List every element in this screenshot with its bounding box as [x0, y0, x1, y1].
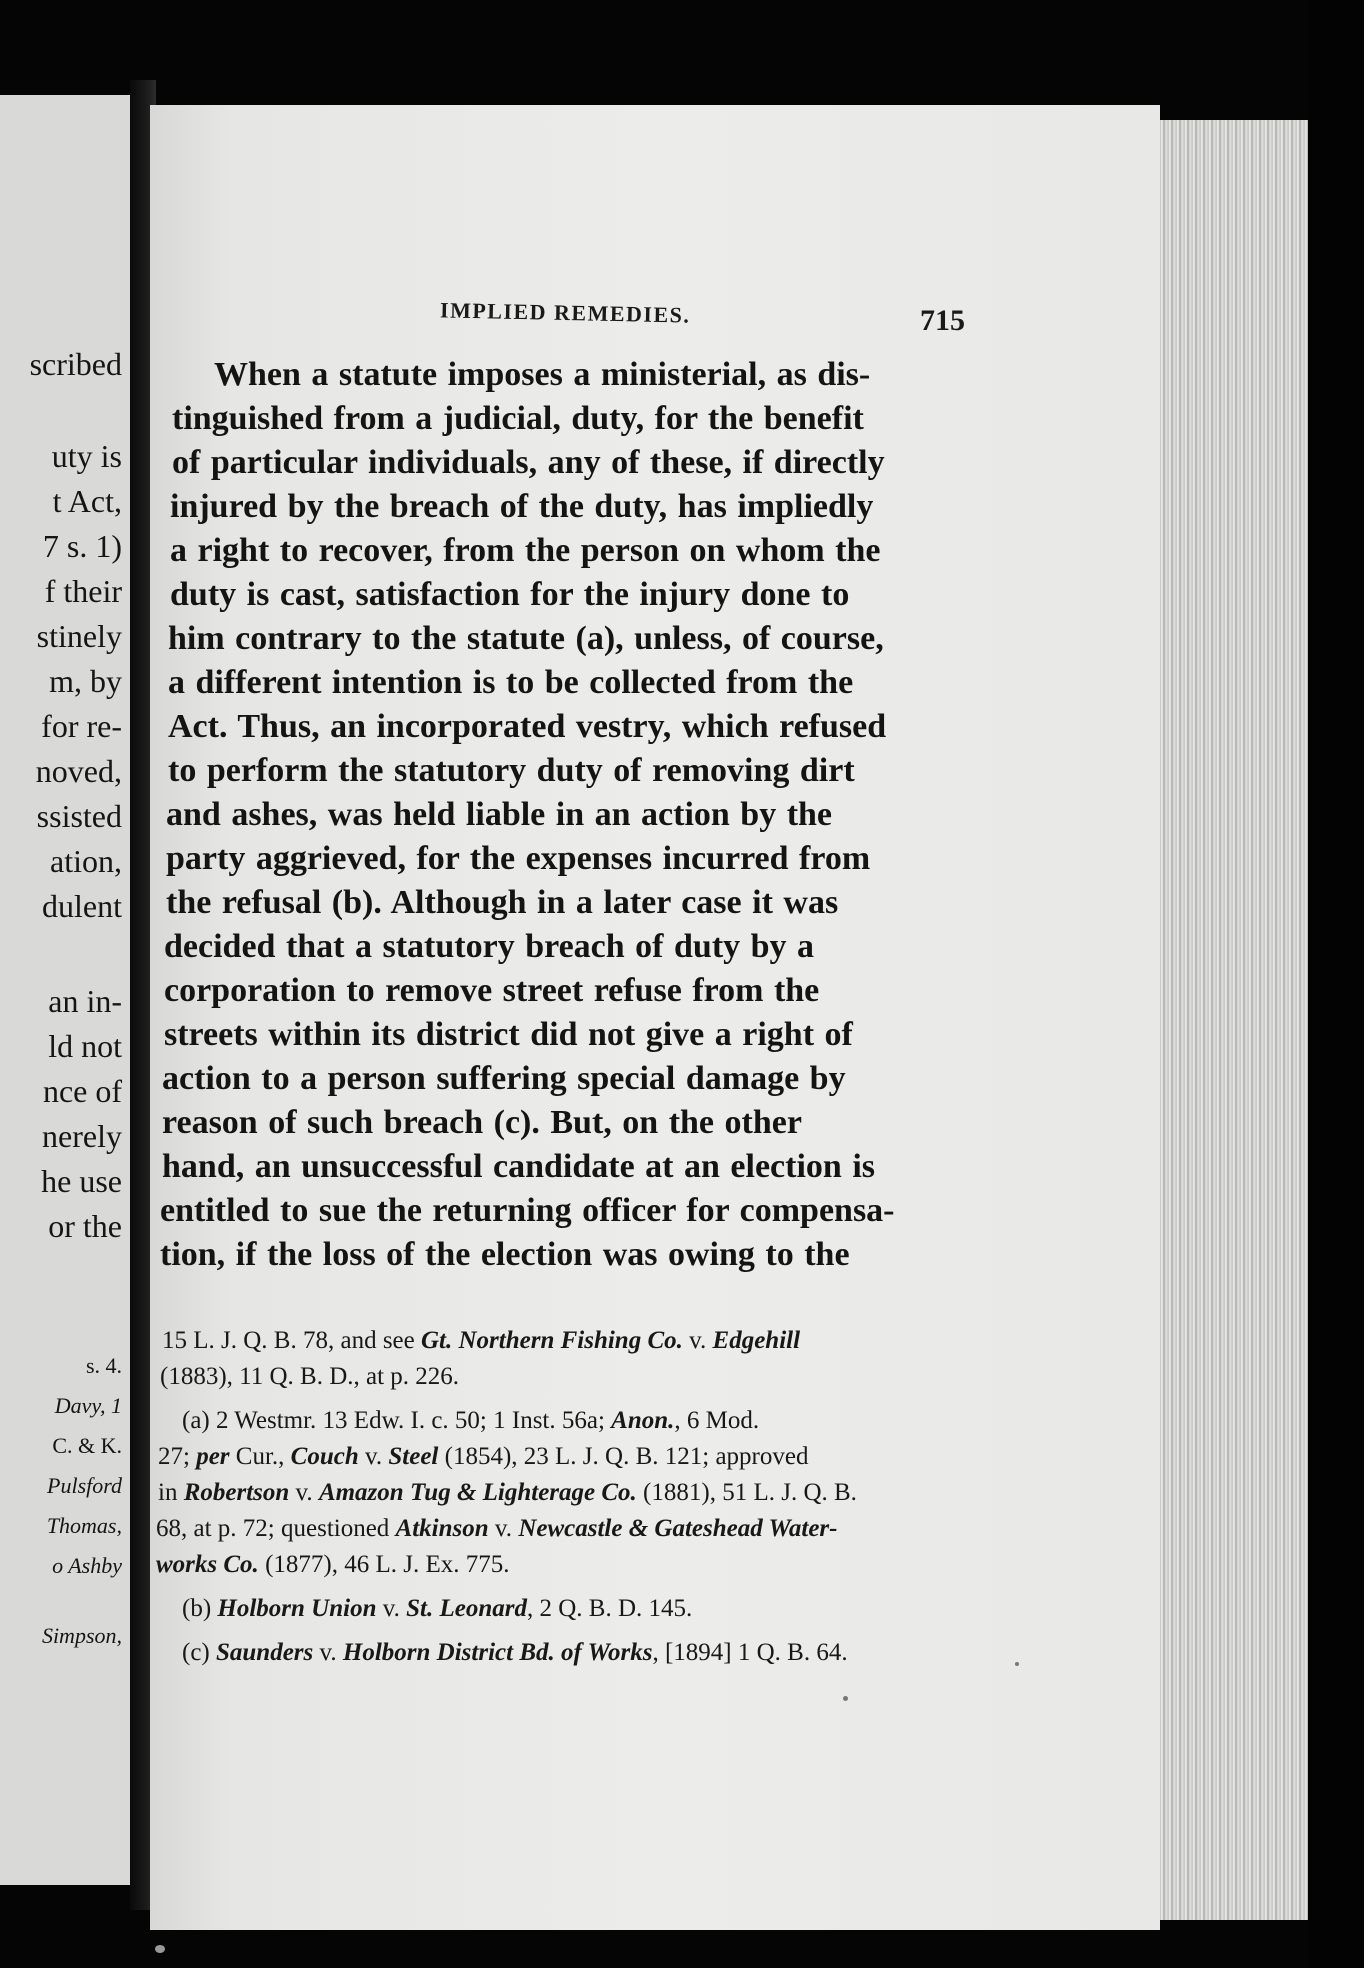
footnote-b: (b) Holborn Union v. St. Leonard, 2 Q. B. D. 145.: [182, 1595, 693, 1622]
scan-speck: [1015, 1662, 1019, 1666]
left-page-line: or the: [48, 1208, 122, 1244]
left-page-line: t Act,: [52, 483, 122, 519]
left-page-line: for re-: [41, 708, 122, 744]
body-line: streets within its district did not give a right of: [164, 1016, 853, 1053]
body-line: tion, if the loss of the election was owing to the: [160, 1236, 850, 1273]
footnote-a: (a) 2 Westmr. 13 Edw. I. c. 50; 1 Inst. 56a; Anon., 6 Mod.: [182, 1407, 760, 1434]
body-line: a different intention is to be collected from the: [168, 664, 854, 701]
body-line: party aggrieved, for the expenses incurred from: [166, 840, 871, 877]
background-edge: [1308, 0, 1364, 1968]
scan-speck: [843, 1696, 848, 1701]
body-line: him contrary to the statute (a), unless, of course,: [168, 620, 884, 657]
left-page-line: he use: [41, 1163, 122, 1199]
body-line: tinguished from a judicial, duty, for the benefit: [172, 400, 864, 437]
body-line: reason of such breach (c). But, on the other: [162, 1104, 802, 1141]
left-page-note: Davy, 1: [54, 1393, 122, 1418]
body-line: decided that a statutory breach of duty by a: [164, 928, 815, 965]
left-page-note: Simpson,: [41, 1623, 122, 1648]
body-line: duty is cast, satisfaction for the injury done to: [170, 576, 850, 613]
left-page-note: C. & K.: [52, 1433, 122, 1458]
left-page-line: nerely: [42, 1118, 122, 1154]
footnote-line: in Robertson v. Amazon Tug & Lighterage Co. (1881), 51 L. J. Q. B.: [158, 1479, 857, 1506]
left-page-note: Thomas,: [46, 1513, 122, 1538]
footnote-line: 68, at p. 72; questioned Atkinson v. Newcastle & Gateshead Water-: [156, 1515, 838, 1542]
left-page-line: uty is: [51, 438, 122, 474]
body-line: Act. Thus, an incorporated vestry, which refused: [168, 708, 887, 745]
body-line: injured by the breach of the duty, has impliedly: [170, 488, 874, 525]
body-line: action to a person suffering special damage by: [162, 1060, 846, 1097]
previous-page-fragment: [0, 95, 133, 1885]
body-line: hand, an unsuccessful candidate at an election is: [162, 1148, 875, 1185]
left-page-line: f their: [44, 573, 122, 609]
body-line: corporation to remove street refuse from the: [164, 972, 820, 1009]
body-line: and ashes, was held liable in an action by the: [166, 796, 833, 833]
body-line: of particular individuals, any of these, if directly: [172, 444, 885, 481]
left-page-line: ld not: [48, 1028, 122, 1064]
left-page-line: noved,: [35, 753, 122, 789]
left-page-note: s. 4.: [85, 1353, 122, 1378]
page-number: 715: [920, 304, 965, 337]
footnote-line: works Co. (1877), 46 L. J. Ex. 775.: [156, 1551, 510, 1578]
body-line: a right to recover, from the person on whom the: [170, 532, 881, 569]
left-page-line: nce of: [42, 1073, 122, 1109]
footnote-line: 15 L. J. Q. B. 78, and see Gt. Northern Fishing Co. v. Edgehill: [162, 1327, 801, 1354]
body-line: to perform the statutory duty of removing dirt: [168, 752, 855, 789]
scan-speck: [155, 1945, 165, 1953]
left-page-line: scribed: [29, 346, 122, 382]
left-page-line: ation,: [50, 843, 122, 879]
footnote-line: (1883), 11 Q. B. D., at p. 226.: [160, 1363, 460, 1390]
left-page-note: o Ashby: [52, 1553, 122, 1578]
left-page-line: 7 s. 1): [42, 528, 122, 564]
running-head: IMPLIED REMEDIES.: [439, 297, 691, 328]
left-page-line: an in-: [48, 983, 122, 1019]
footnote-line: 27; per Cur., Couch v. Steel (1854), 23 L. J. Q. B. 121; approved: [158, 1443, 809, 1470]
left-page-line: m, by: [49, 663, 122, 699]
page-edges: [1160, 120, 1310, 1920]
left-page-line: dulent: [42, 888, 122, 924]
body-line: When a statute imposes a ministerial, as dis-: [214, 356, 871, 393]
left-page-line: stinely: [36, 618, 122, 654]
left-page-note: Pulsford: [47, 1473, 122, 1498]
left-page-line: ssisted: [36, 798, 122, 834]
body-line: entitled to sue the returning officer for compensa-: [160, 1192, 895, 1229]
body-line: the refusal (b). Although in a later case it was: [166, 884, 839, 921]
footnote-c: (c) Saunders v. Holborn District Bd. of Works, [1894] 1 Q. B. 64.: [182, 1639, 848, 1666]
